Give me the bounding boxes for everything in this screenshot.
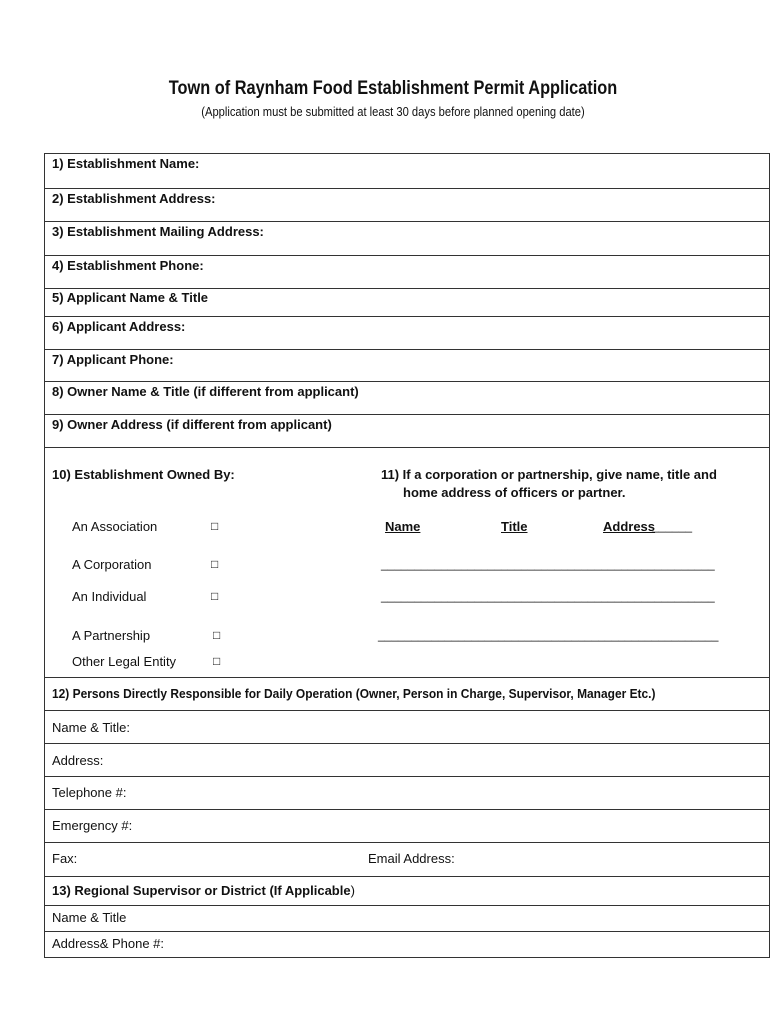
checkbox-corporation[interactable]: □ xyxy=(211,557,219,571)
field-label: 2) Establishment Address: xyxy=(52,191,216,206)
field-applicant-address[interactable] xyxy=(45,316,769,349)
field-mailing-address[interactable] xyxy=(45,221,769,255)
checkbox-individual[interactable]: □ xyxy=(211,589,219,603)
field-label: 5) Applicant Name & Title xyxy=(52,290,209,305)
field-label: Name & Title xyxy=(52,910,127,925)
field-label: Address& Phone #: xyxy=(52,936,165,951)
fax-label: Fax: xyxy=(52,851,78,866)
ownership-label: 10) Establishment Owned By: xyxy=(52,467,235,482)
responsible-heading: 12) Persons Directly Responsible for Daily Operation (Owner, Person in Charge, Supervisor, Manager Etc.) xyxy=(52,686,656,701)
regional-name-title[interactable] xyxy=(45,905,769,931)
officer-line-2[interactable]: __________________________________________________ xyxy=(381,589,715,603)
option-corporation-label: A Corporation xyxy=(72,557,152,572)
field-owner-name-title[interactable] xyxy=(45,381,769,414)
field-label: Address: xyxy=(52,753,104,768)
field-label: 3) Establishment Mailing Address: xyxy=(52,224,264,239)
regional-heading-row xyxy=(45,876,769,905)
field-establishment-name[interactable] xyxy=(45,154,769,188)
responsible-telephone[interactable] xyxy=(45,776,769,809)
officers-label-line1: 11) If a corporation or partnership, give name, title and xyxy=(381,467,717,482)
email-label: Email Address: xyxy=(368,851,455,866)
responsible-emergency[interactable] xyxy=(45,809,769,842)
officers-col-name: Name xyxy=(385,519,421,534)
form-subtitle: (Application must be submitted at least 30 days before planned opening date) xyxy=(201,104,585,119)
field-establishment-address[interactable] xyxy=(45,188,769,221)
responsible-heading-row xyxy=(45,677,769,710)
officers-header-tail: ______ xyxy=(652,519,693,533)
field-label: 9) Owner Address (if different from applicant) xyxy=(52,417,332,432)
officers-col-title: Title xyxy=(501,519,528,534)
field-label: Telephone #: xyxy=(52,785,127,800)
responsible-address[interactable] xyxy=(45,743,769,776)
ownership-section xyxy=(45,447,769,677)
option-partnership-label: A Partnership xyxy=(72,628,151,643)
field-label: Emergency #: xyxy=(52,818,133,833)
checkbox-partnership[interactable]: □ xyxy=(213,628,221,642)
field-establishment-phone[interactable] xyxy=(45,255,769,288)
field-label: 7) Applicant Phone: xyxy=(52,352,174,367)
officer-line-3[interactable]: ___________________________________________________ xyxy=(378,628,719,642)
checkbox-other[interactable]: □ xyxy=(213,654,221,668)
officers-label-line2: home address of officers or partner. xyxy=(403,485,626,500)
field-applicant-phone[interactable] xyxy=(45,349,769,381)
application-form xyxy=(44,153,770,958)
field-label: 4) Establishment Phone: xyxy=(52,258,204,273)
officers-col-address: Address xyxy=(603,519,656,534)
field-label: 6) Applicant Address: xyxy=(52,319,186,334)
regional-address-phone[interactable] xyxy=(45,931,769,958)
option-association-label: An Association xyxy=(72,519,158,534)
field-label: Name & Title: xyxy=(52,720,131,735)
responsible-name-title[interactable] xyxy=(45,710,769,743)
officer-line-1[interactable]: __________________________________________________ xyxy=(381,557,715,571)
field-applicant-name-title[interactable] xyxy=(45,288,769,316)
checkbox-association[interactable]: □ xyxy=(211,519,219,533)
field-owner-address[interactable] xyxy=(45,414,769,447)
form-title: Town of Raynham Food Establishment Permit Application xyxy=(168,78,618,99)
regional-heading: 13) Regional Supervisor or District (If Applicable) xyxy=(52,883,355,898)
option-individual-label: An Individual xyxy=(72,589,147,604)
field-label: 1) Establishment Name: xyxy=(52,156,200,171)
responsible-fax-email[interactable] xyxy=(45,842,769,876)
field-label: 8) Owner Name & Title (if different from applicant) xyxy=(52,384,359,399)
option-other-label: Other Legal Entity xyxy=(72,654,177,669)
